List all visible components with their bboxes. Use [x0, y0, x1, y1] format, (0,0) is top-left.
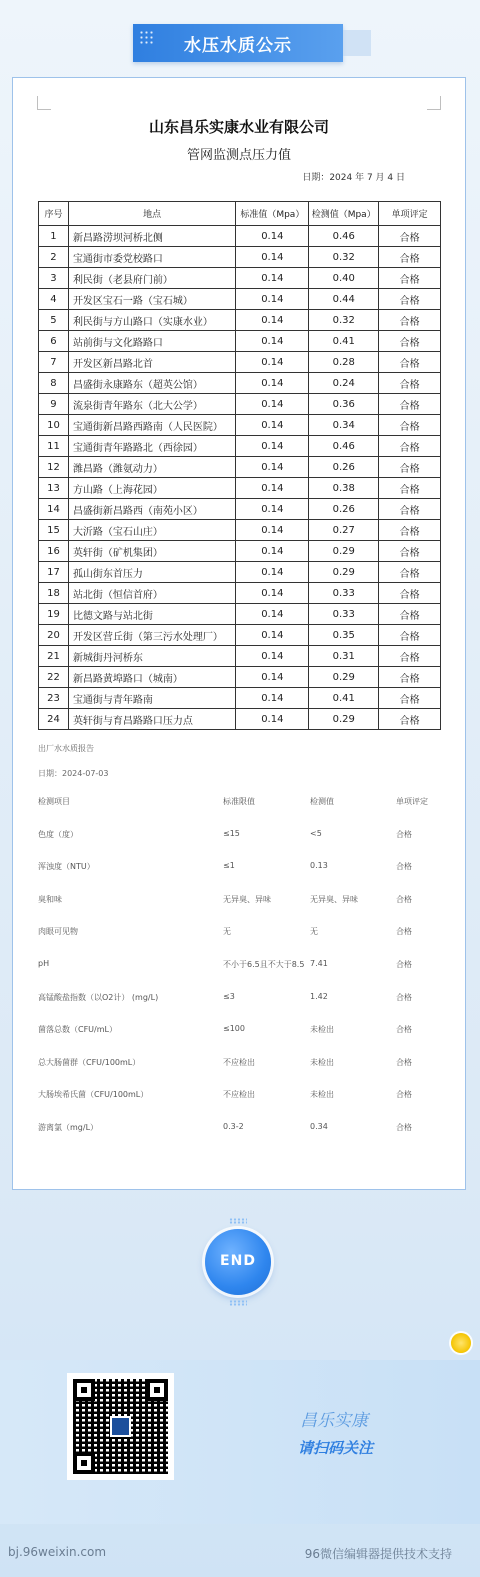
- row-standard: 0.14: [236, 310, 309, 331]
- sun-icon: [451, 1333, 471, 1353]
- quality-item: 色度（度）: [38, 829, 78, 839]
- row-result: 合格: [379, 520, 441, 541]
- row-measured: 0.26: [309, 457, 379, 478]
- header-banner: [133, 24, 343, 62]
- quality-value: 未检出: [310, 1090, 334, 1100]
- quality-limit: 0.3-2: [223, 1121, 244, 1131]
- row-location: 站北街（恒信首府）: [68, 583, 235, 604]
- row-standard: 0.14: [236, 331, 309, 352]
- water-quality-list: [38, 796, 448, 1155]
- row-result: 合格: [379, 226, 441, 247]
- notice-subtitle: 管网监测点压力值: [186, 148, 291, 163]
- row-measured: 0.34: [309, 415, 379, 436]
- company-name: 山东昌乐实康水业有限公司: [148, 118, 329, 136]
- quality-result: 合格: [396, 959, 412, 969]
- list-item: [38, 1122, 448, 1155]
- report-date: 日期：2024-07-03: [38, 769, 109, 778]
- list-item: [38, 992, 448, 1025]
- row-result: 合格: [379, 688, 441, 709]
- row-location: 流泉街青年路东（北大公学）: [68, 394, 235, 415]
- row-result: 合格: [379, 478, 441, 499]
- quality-item: 浑浊度（NTU）: [38, 862, 95, 872]
- row-index: 20: [39, 625, 69, 646]
- quality-item: 高锰酸盐指数（以O2计） (mg/L): [38, 992, 159, 1002]
- corner-mark: [427, 96, 441, 110]
- table-row: [39, 478, 441, 499]
- row-location: 新昌路涝坝河桥北侧: [68, 226, 235, 247]
- row-standard: 0.14: [236, 268, 309, 289]
- row-standard: 0.14: [236, 226, 309, 247]
- row-location: 宝通街新昌路西路南（人民医院）: [68, 415, 235, 436]
- qr-finder: [73, 1379, 95, 1401]
- quality-item: 游离氯（mg/L）: [38, 1122, 99, 1132]
- row-index: 7: [39, 352, 69, 373]
- quality-result: 合格: [396, 927, 412, 937]
- table-row: [39, 709, 441, 730]
- quality-limit: ≤15: [223, 828, 240, 838]
- row-standard: 0.14: [236, 436, 309, 457]
- end-label: END: [220, 1253, 256, 1269]
- row-standard: 0.14: [236, 394, 309, 415]
- row-measured: 0.32: [309, 247, 379, 268]
- row-measured: 0.36: [309, 394, 379, 415]
- row-result: 合格: [379, 415, 441, 436]
- row-measured: 0.46: [309, 436, 379, 457]
- row-measured: 0.46: [309, 226, 379, 247]
- list-item: [38, 861, 448, 894]
- quality-value: <5: [310, 828, 322, 838]
- table-row: [39, 562, 441, 583]
- banner-title: 水压水质公示: [184, 36, 292, 56]
- quality-result: 合格: [396, 1057, 412, 1067]
- row-standard: 0.14: [236, 688, 309, 709]
- list-item: [38, 829, 448, 862]
- row-standard: 0.14: [236, 541, 309, 562]
- quality-item: 肉眼可见物: [38, 927, 78, 937]
- quality-result: 合格: [396, 1090, 412, 1100]
- bottom-bar: [0, 1540, 480, 1577]
- row-result: 合格: [379, 646, 441, 667]
- report-title: 出厂水水质报告: [38, 744, 94, 753]
- notice-card: [12, 77, 466, 1190]
- row-measured: 0.29: [309, 541, 379, 562]
- quality-limit: ≤3: [223, 991, 235, 1001]
- row-standard: 0.14: [236, 583, 309, 604]
- row-index: 2: [39, 247, 69, 268]
- row-result: 合格: [379, 268, 441, 289]
- table-row: [39, 625, 441, 646]
- row-location: 宝通街与青年路南: [68, 688, 235, 709]
- table-row: [39, 541, 441, 562]
- row-index: 18: [39, 583, 69, 604]
- row-index: 5: [39, 310, 69, 331]
- row-measured: 0.29: [309, 667, 379, 688]
- row-result: 合格: [379, 457, 441, 478]
- qr-finder: [73, 1452, 95, 1474]
- row-result: 合格: [379, 331, 441, 352]
- row-index: 3: [39, 268, 69, 289]
- row-location: 新昌路黄埠路口（城南）: [68, 667, 235, 688]
- row-location: 比德文路与站北街: [68, 604, 235, 625]
- row-result: 合格: [379, 583, 441, 604]
- quality-limit: ≤1: [223, 861, 235, 871]
- quality-value: 未检出: [310, 1057, 334, 1067]
- row-index: 1: [39, 226, 69, 247]
- table-row: [39, 247, 441, 268]
- table-row: [39, 499, 441, 520]
- quality-header-row: [38, 796, 448, 829]
- row-standard: 0.14: [236, 625, 309, 646]
- table-row: [39, 226, 441, 247]
- row-measured: 0.27: [309, 520, 379, 541]
- row-result: 合格: [379, 499, 441, 520]
- row-location: 利民街（老县府门前）: [68, 268, 235, 289]
- quality-value: 无: [310, 927, 318, 937]
- quality-limit: 无: [223, 927, 231, 937]
- table-row: [39, 394, 441, 415]
- quality-header-item: 检测项目: [38, 797, 70, 806]
- row-location: 英轩街与育昌路路口压力点: [68, 709, 235, 730]
- quality-result: 合格: [396, 829, 412, 839]
- row-result: 合格: [379, 289, 441, 310]
- row-result: 合格: [379, 667, 441, 688]
- row-index: 11: [39, 436, 69, 457]
- row-index: 8: [39, 373, 69, 394]
- row-index: 9: [39, 394, 69, 415]
- row-index: 19: [39, 604, 69, 625]
- end-badge: [205, 1229, 271, 1295]
- table-row: [39, 646, 441, 667]
- row-measured: 0.29: [309, 709, 379, 730]
- row-result: 合格: [379, 436, 441, 457]
- row-standard: 0.14: [236, 646, 309, 667]
- row-standard: 0.14: [236, 562, 309, 583]
- row-location: 站前街与文化路路口: [68, 331, 235, 352]
- row-standard: 0.14: [236, 457, 309, 478]
- list-item: [38, 1089, 448, 1122]
- header-location: 地点: [68, 202, 235, 226]
- quality-item: 臭和味: [38, 894, 62, 904]
- quality-header-limit: 标准限值: [223, 797, 255, 806]
- brand-name: 昌乐实康: [300, 1411, 368, 1431]
- row-index: 4: [39, 289, 69, 310]
- row-index: 15: [39, 520, 69, 541]
- row-measured: 0.35: [309, 625, 379, 646]
- table-row: [39, 352, 441, 373]
- list-item: [38, 1024, 448, 1057]
- row-result: 合格: [379, 310, 441, 331]
- table-row: [39, 268, 441, 289]
- row-result: 合格: [379, 562, 441, 583]
- row-measured: 0.38: [309, 478, 379, 499]
- row-measured: 0.33: [309, 604, 379, 625]
- table-row: [39, 667, 441, 688]
- row-result: 合格: [379, 247, 441, 268]
- row-index: 6: [39, 331, 69, 352]
- row-location: 潍昌路（潍氨动力）: [68, 457, 235, 478]
- quality-value: 7.41: [310, 958, 328, 968]
- table-row: [39, 310, 441, 331]
- row-measured: 0.31: [309, 646, 379, 667]
- quality-result: 合格: [396, 1025, 412, 1035]
- list-item: [38, 894, 448, 927]
- quality-item: 菌落总数（CFU/mL）: [38, 1025, 117, 1035]
- table-row: [39, 688, 441, 709]
- row-result: 合格: [379, 394, 441, 415]
- row-location: 昌盛街永康路东（超英公馆）: [68, 373, 235, 394]
- header-standard: 标准值（Mpa）: [236, 202, 309, 226]
- corner-mark: [37, 96, 51, 110]
- row-measured: 0.29: [309, 562, 379, 583]
- row-standard: 0.14: [236, 352, 309, 373]
- row-result: 合格: [379, 709, 441, 730]
- quality-result: 合格: [396, 1122, 412, 1132]
- row-measured: 0.26: [309, 499, 379, 520]
- row-index: 12: [39, 457, 69, 478]
- row-measured: 0.32: [309, 310, 379, 331]
- row-location: 孤山街东首压力: [68, 562, 235, 583]
- row-location: 大沂路（宝石山庄）: [68, 520, 235, 541]
- quality-value: 无异臭、异味: [310, 894, 358, 904]
- table-row: [39, 457, 441, 478]
- row-standard: 0.14: [236, 415, 309, 436]
- qr-finder: [146, 1379, 168, 1401]
- table-row: [39, 583, 441, 604]
- list-item: [38, 926, 448, 959]
- row-measured: 0.40: [309, 268, 379, 289]
- quality-limit: 不小于6.5且不大于8.5: [223, 959, 305, 969]
- table-row: [39, 520, 441, 541]
- row-index: 21: [39, 646, 69, 667]
- row-result: 合格: [379, 604, 441, 625]
- quality-item: pH: [38, 958, 50, 968]
- table-row: [39, 331, 441, 352]
- quality-item: 总大肠菌群（CFU/100mL）: [38, 1057, 141, 1067]
- row-standard: 0.14: [236, 667, 309, 688]
- notice-date: 日期：2024 年 7 月 4 日: [302, 173, 405, 183]
- row-index: 22: [39, 667, 69, 688]
- row-location: 方山路（上海花园）: [68, 478, 235, 499]
- quality-result: 合格: [396, 992, 412, 1002]
- list-item: [38, 959, 448, 992]
- header-index: 序号: [39, 202, 69, 226]
- quality-value: 未检出: [310, 1025, 334, 1035]
- row-location: 新城街丹河桥东: [68, 646, 235, 667]
- row-standard: 0.14: [236, 499, 309, 520]
- row-location: 开发区新昌路北首: [68, 352, 235, 373]
- row-result: 合格: [379, 625, 441, 646]
- table-row: [39, 604, 441, 625]
- row-index: 13: [39, 478, 69, 499]
- quality-limit: 不应检出: [223, 1057, 255, 1067]
- row-measured: 0.44: [309, 289, 379, 310]
- row-standard: 0.14: [236, 289, 309, 310]
- row-measured: 0.33: [309, 583, 379, 604]
- quality-item: 大肠埃希氏菌（CFU/100mL）: [38, 1090, 149, 1100]
- quality-limit: 不应检出: [223, 1090, 255, 1100]
- pressure-table: [38, 201, 441, 730]
- quality-limit: ≤100: [223, 1024, 245, 1034]
- row-location: 英轩街（矿机集团）: [68, 541, 235, 562]
- banner-decoration: [343, 30, 371, 56]
- row-standard: 0.14: [236, 247, 309, 268]
- table-row: [39, 289, 441, 310]
- dots-icon: [229, 1218, 247, 1224]
- quality-value: 1.42: [310, 991, 328, 1001]
- row-index: 14: [39, 499, 69, 520]
- table-row: [39, 373, 441, 394]
- site-link[interactable]: bj.96weixin.com: [8, 1545, 107, 1559]
- table-row: [39, 436, 441, 457]
- row-standard: 0.14: [236, 604, 309, 625]
- table-row: [39, 415, 441, 436]
- header-measured: 检测值（Mpa）: [309, 202, 379, 226]
- quality-header-value: 检测值: [310, 797, 334, 806]
- row-result: 合格: [379, 352, 441, 373]
- quality-value: 0.13: [310, 861, 328, 871]
- row-location: 宝通街青年路路北（西徐园）: [68, 436, 235, 457]
- list-item: [38, 1057, 448, 1090]
- row-result: 合格: [379, 541, 441, 562]
- follow-prompt: 请扫码关注: [298, 1439, 374, 1457]
- qr-code[interactable]: [67, 1373, 174, 1480]
- credit-text: 96微信编辑器提供技术支持: [304, 1547, 452, 1561]
- row-measured: 0.28: [309, 352, 379, 373]
- row-index: 24: [39, 709, 69, 730]
- row-standard: 0.14: [236, 478, 309, 499]
- qr-logo: [110, 1416, 131, 1437]
- quality-value: 0.34: [310, 1121, 328, 1131]
- row-index: 23: [39, 688, 69, 709]
- row-location: 利民街与方山路口（实康水业）: [68, 310, 235, 331]
- row-index: 10: [39, 415, 69, 436]
- qr-code-icon: [73, 1379, 168, 1474]
- row-measured: 0.41: [309, 331, 379, 352]
- row-location: 开发区营丘街（第三污水处理厂）: [68, 625, 235, 646]
- quality-header-result: 单项评定: [396, 797, 428, 806]
- quality-limit: 无异臭、异味: [223, 894, 271, 904]
- row-standard: 0.14: [236, 373, 309, 394]
- row-index: 16: [39, 541, 69, 562]
- row-measured: 0.41: [309, 688, 379, 709]
- row-index: 17: [39, 562, 69, 583]
- row-standard: 0.14: [236, 520, 309, 541]
- row-location: 开发区宝石一路（宝石城）: [68, 289, 235, 310]
- row-measured: 0.24: [309, 373, 379, 394]
- row-standard: 0.14: [236, 709, 309, 730]
- table-header-row: [39, 202, 441, 226]
- row-location: 宝通街市委党校路口: [68, 247, 235, 268]
- row-location: 昌盛街新昌路西（南苑小区）: [68, 499, 235, 520]
- row-result: 合格: [379, 373, 441, 394]
- quality-result: 合格: [396, 894, 412, 904]
- dots-icon: [229, 1300, 247, 1306]
- header-result: 单项评定: [379, 202, 441, 226]
- quality-result: 合格: [396, 862, 412, 872]
